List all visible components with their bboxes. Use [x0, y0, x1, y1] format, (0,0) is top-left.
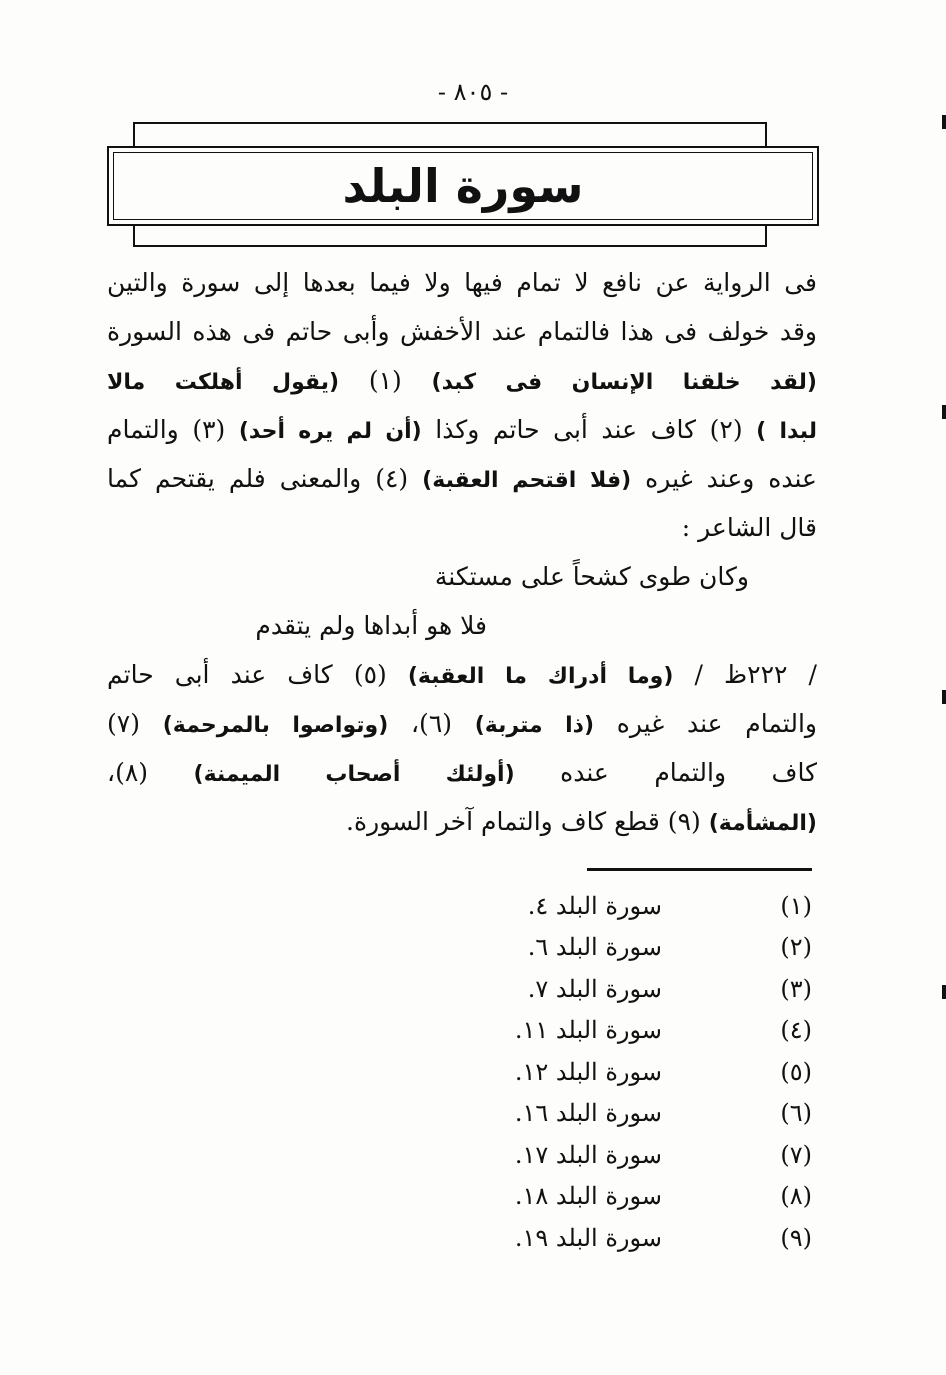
main-text	[107, 258, 817, 846]
footnote-ref: (٧)	[107, 709, 140, 738]
footnote-number: (٩)	[780, 1223, 812, 1252]
text-line-9	[107, 650, 817, 699]
footnote-ref: (٨)،	[107, 758, 149, 787]
text-run: كاف والتمام عنده	[560, 758, 817, 787]
footnote-item	[420, 1010, 812, 1052]
footnote-number: (٤)	[780, 1016, 812, 1045]
footnote-item	[420, 1093, 812, 1135]
text-run: والتمام عند غيره	[616, 709, 817, 738]
text-line-6: قال الشاعر :	[681, 513, 817, 542]
footnote-item	[420, 1217, 812, 1259]
text-run: والتمام	[107, 415, 179, 444]
footnote-reference: سورة البلد ١٧.	[514, 1140, 662, 1169]
footnotes	[420, 885, 812, 1259]
text-line-1: فى الرواية عن نافع لا تمام فيها ولا فيما بعدها إلى سورة والتين	[107, 268, 817, 297]
scan-edge-mark	[942, 115, 946, 129]
footnote-reference: سورة البلد ١٦.	[514, 1099, 662, 1128]
text-run: والمعنى فلم يقتحم كما	[107, 464, 362, 493]
text-line-4	[107, 405, 817, 454]
text-line-2: وقد خولف فى هذا فالتمام عند الأخفش وأبى حاتم فى هذه السورة	[107, 317, 817, 346]
quran-quote: (يقول أهلكت مالا	[107, 370, 340, 395]
scan-edge-mark	[942, 985, 946, 999]
scan-edge-mark	[942, 690, 946, 704]
footnote-ref: (٦)،	[410, 709, 453, 738]
text-line-11	[107, 748, 817, 797]
quran-quote: (أولئك أصحاب الميمنة)	[193, 762, 515, 787]
footnote-ref: (٩)	[667, 807, 701, 836]
footnote-reference: سورة البلد ١٢.	[514, 1057, 662, 1086]
quran-quote: (أن لم يره أحد)	[238, 419, 422, 444]
quran-quote: (فلا اقتحم العقبة)	[422, 468, 632, 493]
scan-edge-mark	[942, 405, 946, 419]
footnote-number: (٦)	[780, 1099, 812, 1128]
footnote-ref: (١)	[368, 366, 402, 395]
footnote-item	[420, 927, 812, 969]
verse-line-2: فلا هو أبداها ولم يتقدم	[255, 611, 487, 640]
quran-quote: (وما أدراك ما العقبة)	[407, 664, 674, 689]
text-line-5	[107, 454, 817, 503]
footnote-item	[420, 1134, 812, 1176]
text-line-3	[107, 356, 817, 405]
footnote-item	[420, 885, 812, 927]
quran-quote: (المشأمة)	[708, 811, 817, 836]
surah-title: سورة البلد	[342, 159, 584, 213]
footnote-reference: سورة البلد ٧.	[527, 974, 662, 1003]
quran-quote: (لقد خلقنا الإنسان فى كبد)	[431, 370, 817, 395]
page-number: - ٨٠٥ -	[437, 78, 509, 106]
footnote-reference: سورة البلد ١١.	[514, 1016, 662, 1045]
footnote-ref: (٥)	[353, 660, 387, 689]
quran-quote: (وتواصوا بالمرحمة)	[162, 713, 389, 738]
text-line-10	[107, 699, 817, 748]
footnote-item	[420, 1176, 812, 1218]
quran-quote: (ذا متربة)	[474, 713, 594, 738]
text-run: كاف عند أبى حاتم	[107, 660, 333, 689]
text-run: عنده وعند غيره	[645, 464, 817, 493]
footnote-number: (٨)	[780, 1182, 812, 1211]
quran-quote: لبدا )	[756, 419, 817, 444]
text-line-12	[107, 797, 817, 846]
footnote-reference: سورة البلد ١٩.	[514, 1223, 662, 1252]
footnote-ref: (٤)	[375, 464, 409, 493]
footnote-ref: (٢)	[709, 415, 743, 444]
footnote-number: (٣)	[780, 974, 812, 1003]
footnote-number: (١)	[780, 891, 812, 920]
manuscript-marker: / ٢٢٢ظ /	[694, 660, 817, 689]
footnote-number: (٧)	[780, 1140, 812, 1169]
title-frame	[107, 146, 819, 226]
footnote-ref: (٣)	[192, 415, 226, 444]
footnote-item	[420, 1051, 812, 1093]
footnote-separator	[587, 868, 812, 871]
footnote-number: (٢)	[780, 933, 812, 962]
verse-line-1: وكان طوى كشحاً على مستكنة	[434, 562, 749, 591]
footnote-reference: سورة البلد ٤.	[527, 891, 662, 920]
footnote-number: (٥)	[780, 1057, 812, 1086]
footnote-item	[420, 968, 812, 1010]
footnote-reference: سورة البلد ١٨.	[514, 1182, 662, 1211]
text-run: كاف عند أبى حاتم وكذا	[435, 415, 697, 444]
text-run: قطع كاف والتمام آخر السورة.	[346, 807, 660, 836]
footnote-reference: سورة البلد ٦.	[527, 933, 662, 962]
